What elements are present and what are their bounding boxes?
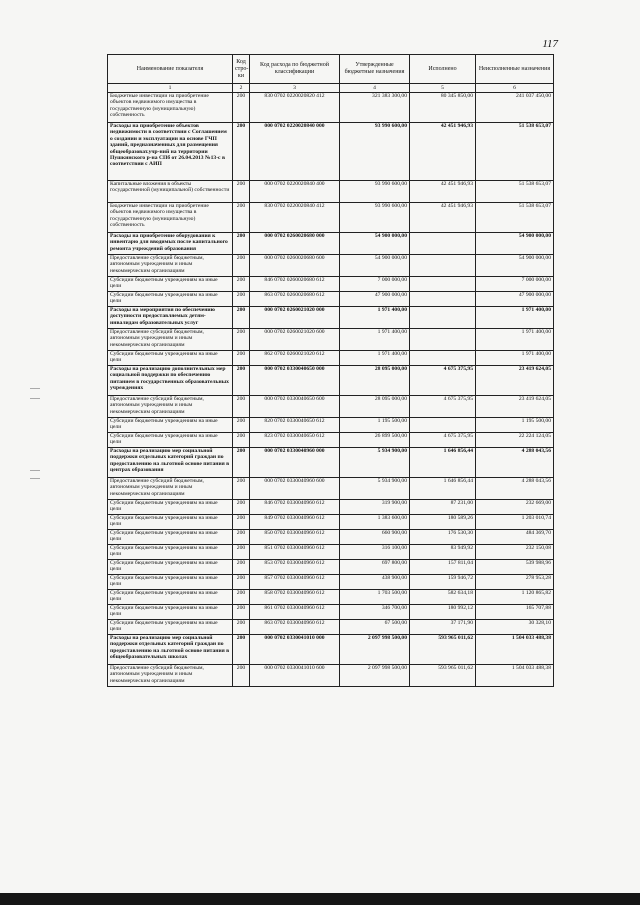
cell-line-code: 200 <box>233 530 250 545</box>
column-number: 2 <box>233 84 250 93</box>
cell-approved: 7 000 000,00 <box>340 277 410 292</box>
table-row <box>108 233 554 255</box>
margin-mark <box>30 388 40 389</box>
table-row <box>108 620 554 635</box>
cell-approved: 438 900,00 <box>340 575 410 590</box>
column-number: 5 <box>410 84 476 93</box>
header-line-code: Код стро-ки <box>233 55 250 84</box>
column-number: 4 <box>340 84 410 93</box>
table-header-row <box>108 55 554 84</box>
cell-executed: 180 589,26 <box>410 515 476 530</box>
table-row <box>108 366 554 396</box>
cell-name: Субсидии бюджетным учреждениям на иные цели <box>108 545 233 560</box>
cell-line-code: 200 <box>233 560 250 575</box>
cell-unexecuted: 232 669,00 <box>476 500 554 515</box>
cell-name: Расходы на реализацию дополнительных мер социальной поддержки по обеспечению питанием в государственных образовательных учреждениях <box>108 366 233 396</box>
cell-line-code: 200 <box>233 620 250 635</box>
cell-executed: 4 675 375,95 <box>410 433 476 448</box>
cell-name: Предоставление субсидий бюджетным, автономным учреждениям и иным некоммерческим организациям <box>108 396 233 418</box>
cell-executed: 42 451 946,93 <box>410 203 476 233</box>
cell-line-code: 200 <box>233 500 250 515</box>
cell-executed: 176 530,30 <box>410 530 476 545</box>
cell-line-code: 200 <box>233 181 250 203</box>
cell-line-code: 200 <box>233 93 250 123</box>
cell-approved: 697 800,00 <box>340 560 410 575</box>
table-row <box>108 530 554 545</box>
margin-mark <box>30 478 40 479</box>
cell-expense-code: 861 0702 0330040960 612 <box>250 605 340 620</box>
cell-expense-code: 863 0702 0330040960 612 <box>250 620 340 635</box>
header-expense-code: Код расхода по бюджетной классификации <box>250 55 340 84</box>
cell-approved: 2 097 998 500,00 <box>340 635 410 665</box>
page-number: 117 <box>542 38 558 50</box>
cell-approved: 5 934 900,00 <box>340 478 410 500</box>
table-row <box>108 590 554 605</box>
cell-name: Субсидии бюджетным учреждениям на иные цели <box>108 292 233 307</box>
cell-name: Субсидии бюджетным учреждениям на иные цели <box>108 515 233 530</box>
cell-executed: 37 171,90 <box>410 620 476 635</box>
cell-approved: 28 095 000,00 <box>340 396 410 418</box>
cell-unexecuted: 1 504 033 488,38 <box>476 635 554 665</box>
cell-line-code: 200 <box>233 515 250 530</box>
cell-unexecuted: 30 328,10 <box>476 620 554 635</box>
cell-name: Предоставление субсидий бюджетным, автономным учреждениям и иным некоммерческим организациям <box>108 329 233 351</box>
cell-name: Расходы на приобретение оборудования к инвентарю для вводимых после капитального ремонта учреждений образования <box>108 233 233 255</box>
cell-executed <box>410 307 476 329</box>
cell-name: Расходы на мероприятия по обеспечению доступности предоставляемых детям-инвалидам образовательных услуг <box>108 307 233 329</box>
cell-executed: 87 231,00 <box>410 500 476 515</box>
cell-line-code: 200 <box>233 590 250 605</box>
cell-line-code: 200 <box>233 665 250 687</box>
cell-unexecuted: 1 971 400,00 <box>476 351 554 366</box>
cell-name: Субсидии бюджетным учреждениям на иные цели <box>108 575 233 590</box>
cell-unexecuted: 54 900 000,00 <box>476 233 554 255</box>
cell-unexecuted: 23 419 624,05 <box>476 396 554 418</box>
cell-executed: 4 675 375,95 <box>410 366 476 396</box>
table-row <box>108 500 554 515</box>
cell-executed: 593 965 011,62 <box>410 665 476 687</box>
table-row <box>108 351 554 366</box>
cell-unexecuted: 165 707,88 <box>476 605 554 620</box>
cell-expense-code: 000 0702 0330041010 600 <box>250 665 340 687</box>
cell-unexecuted: 1 504 033 488,38 <box>476 665 554 687</box>
cell-unexecuted: 278 953,28 <box>476 575 554 590</box>
cell-line-code: 200 <box>233 292 250 307</box>
table-row <box>108 292 554 307</box>
cell-expense-code: 000 0702 0220020840 000 <box>250 123 340 181</box>
table-row <box>108 123 554 181</box>
budget-execution-table <box>107 54 554 687</box>
cell-expense-code: 863 0702 0260020680 612 <box>250 292 340 307</box>
cell-approved: 2 097 998 500,00 <box>340 665 410 687</box>
cell-executed: 593 965 011,62 <box>410 635 476 665</box>
cell-executed: 83 949,92 <box>410 545 476 560</box>
cell-executed: 1 646 856,44 <box>410 448 476 478</box>
cell-name: Субсидии бюджетным учреждениям на иные цели <box>108 500 233 515</box>
cell-name: Капитальные вложения в объекты государственной (муниципальной) собственности <box>108 181 233 203</box>
cell-executed <box>410 292 476 307</box>
cell-unexecuted: 1 971 400,00 <box>476 307 554 329</box>
cell-line-code: 200 <box>233 605 250 620</box>
cell-unexecuted: 1 203 010,74 <box>476 515 554 530</box>
cell-approved: 1 971 400,00 <box>340 307 410 329</box>
cell-unexecuted: 241 037 450,00 <box>476 93 554 123</box>
cell-unexecuted: 47 900 000,00 <box>476 292 554 307</box>
cell-unexecuted: 7 000 000,00 <box>476 277 554 292</box>
cell-executed: 80 345 850,00 <box>410 93 476 123</box>
cell-name: Субсидии бюджетным учреждениям на иные цели <box>108 560 233 575</box>
table-row <box>108 478 554 500</box>
table-row <box>108 203 554 233</box>
cell-approved: 93 990 600,00 <box>340 203 410 233</box>
cell-approved: 321 383 300,00 <box>340 93 410 123</box>
cell-approved: 93 990 600,00 <box>340 123 410 181</box>
cell-line-code: 200 <box>233 123 250 181</box>
cell-name: Субсидии бюджетным учреждениям на иные цели <box>108 351 233 366</box>
margin-mark <box>30 398 40 399</box>
cell-approved: 346 700,00 <box>340 605 410 620</box>
cell-executed <box>410 418 476 433</box>
table-row <box>108 605 554 620</box>
cell-expense-code: 000 0702 0260020680 000 <box>250 233 340 255</box>
cell-executed: 582 634,18 <box>410 590 476 605</box>
cell-expense-code: 000 0702 0330040960 600 <box>250 478 340 500</box>
cell-expense-code: 846 0702 0260020680 612 <box>250 277 340 292</box>
cell-executed: 42 451 946,93 <box>410 123 476 181</box>
cell-name: Субсидии бюджетным учреждениям на иные цели <box>108 277 233 292</box>
cell-executed: 4 675 375,95 <box>410 396 476 418</box>
cell-approved: 1 383 600,00 <box>340 515 410 530</box>
table-row <box>108 560 554 575</box>
cell-expense-code: 000 0702 0260021020 000 <box>250 307 340 329</box>
cell-approved: 28 095 000,00 <box>340 366 410 396</box>
cell-expense-code: 862 0702 0260021020 612 <box>250 351 340 366</box>
cell-approved: 47 900 000,00 <box>340 292 410 307</box>
cell-name: Субсидии бюджетным учреждениям на иные цели <box>108 590 233 605</box>
cell-unexecuted: 1 120 865,82 <box>476 590 554 605</box>
table-row <box>108 396 554 418</box>
cell-expense-code: 000 0702 0260020680 600 <box>250 255 340 277</box>
cell-expense-code: 823 0702 0330040650 612 <box>250 433 340 448</box>
cell-executed: 157 811,04 <box>410 560 476 575</box>
cell-expense-code: 000 0702 0330040650 000 <box>250 366 340 396</box>
cell-executed: 180 992,12 <box>410 605 476 620</box>
cell-approved: 316 100,00 <box>340 545 410 560</box>
cell-approved: 54 900 000,00 <box>340 255 410 277</box>
cell-executed <box>410 277 476 292</box>
cell-expense-code: 000 0702 0220020840 400 <box>250 181 340 203</box>
cell-unexecuted: 54 900 000,00 <box>476 255 554 277</box>
table-row <box>108 307 554 329</box>
cell-expense-code: 820 0702 0330040650 612 <box>250 418 340 433</box>
cell-name: Субсидии бюджетным учреждениям на иные цели <box>108 530 233 545</box>
cell-approved: 660 900,00 <box>340 530 410 545</box>
column-number: 1 <box>108 84 233 93</box>
cell-approved: 1 195 500,00 <box>340 418 410 433</box>
cell-line-code: 200 <box>233 203 250 233</box>
table-row <box>108 575 554 590</box>
table-body <box>108 93 554 687</box>
cell-line-code: 200 <box>233 418 250 433</box>
header-unexecuted: Неисполненные назначения <box>476 55 554 84</box>
cell-executed: 1 646 856,44 <box>410 478 476 500</box>
scan-bottom-edge <box>0 893 640 905</box>
cell-expense-code: 849 0702 0330040960 612 <box>250 515 340 530</box>
cell-line-code: 200 <box>233 366 250 396</box>
cell-name: Предоставление субсидий бюджетным, автономным учреждениям и иным некоммерческим организациям <box>108 478 233 500</box>
cell-expense-code: 851 0702 0330040960 612 <box>250 545 340 560</box>
cell-expense-code: 853 0702 0330040960 612 <box>250 560 340 575</box>
column-number-row <box>108 84 554 93</box>
header-executed: Исполнено <box>410 55 476 84</box>
cell-unexecuted: 51 538 653,07 <box>476 123 554 181</box>
cell-name: Бюджетные инвестиции на приобретение объектов недвижимого имущества в государственную (муниципальную) собственность <box>108 203 233 233</box>
cell-line-code: 200 <box>233 545 250 560</box>
cell-name: Субсидии бюджетным учреждениям на иные цели <box>108 418 233 433</box>
cell-line-code: 200 <box>233 478 250 500</box>
cell-approved: 1 703 500,00 <box>340 590 410 605</box>
table-row <box>108 515 554 530</box>
cell-line-code: 200 <box>233 396 250 418</box>
table-row <box>108 433 554 448</box>
cell-executed <box>410 351 476 366</box>
cell-expense-code: 000 0702 0260021020 600 <box>250 329 340 351</box>
cell-executed <box>410 329 476 351</box>
cell-expense-code: 000 0702 0330041010 000 <box>250 635 340 665</box>
cell-approved: 5 934 900,00 <box>340 448 410 478</box>
cell-unexecuted: 1 971 400,00 <box>476 329 554 351</box>
cell-line-code: 200 <box>233 351 250 366</box>
cell-line-code: 200 <box>233 277 250 292</box>
table-row <box>108 277 554 292</box>
cell-line-code: 200 <box>233 433 250 448</box>
table-row <box>108 418 554 433</box>
header-approved: Утвержденные бюджетные назначения <box>340 55 410 84</box>
cell-unexecuted: 22 224 124,05 <box>476 433 554 448</box>
cell-expense-code: 857 0702 0330040960 612 <box>250 575 340 590</box>
cell-unexecuted: 4 288 043,56 <box>476 478 554 500</box>
cell-expense-code: 000 0702 0330040960 000 <box>250 448 340 478</box>
cell-name: Предоставление субсидий бюджетным, автономным учреждениям и иным некоммерческим организациям <box>108 255 233 277</box>
cell-unexecuted: 51 538 653,07 <box>476 203 554 233</box>
cell-unexecuted: 232 150,08 <box>476 545 554 560</box>
cell-approved: 67 500,00 <box>340 620 410 635</box>
cell-approved: 26 899 500,00 <box>340 433 410 448</box>
cell-expense-code: 830 0702 0220020840 412 <box>250 203 340 233</box>
cell-line-code: 200 <box>233 329 250 351</box>
cell-unexecuted: 539 988,96 <box>476 560 554 575</box>
cell-unexecuted: 1 195 500,00 <box>476 418 554 433</box>
margin-mark <box>30 470 40 471</box>
table-row <box>108 255 554 277</box>
budget-table-container <box>107 54 553 687</box>
column-number: 3 <box>250 84 340 93</box>
cell-name: Субсидии бюджетным учреждениям на иные цели <box>108 620 233 635</box>
cell-unexecuted: 51 538 653,07 <box>476 181 554 203</box>
cell-name: Субсидии бюджетным учреждениям на иные цели <box>108 433 233 448</box>
cell-unexecuted: 484 369,70 <box>476 530 554 545</box>
cell-line-code: 200 <box>233 233 250 255</box>
cell-name: Субсидии бюджетным учреждениям на иные цели <box>108 605 233 620</box>
cell-line-code: 200 <box>233 307 250 329</box>
cell-name: Расходы на реализацию мер социальной поддержки отдельных категорий граждан по предоставлению на льготной основе питания в общеобразовательных школах <box>108 635 233 665</box>
cell-approved: 54 900 000,00 <box>340 233 410 255</box>
cell-approved: 319 900,00 <box>340 500 410 515</box>
cell-expense-code: 858 0702 0330040960 612 <box>250 590 340 605</box>
cell-expense-code: 000 0702 0330040650 600 <box>250 396 340 418</box>
table-row <box>108 635 554 665</box>
cell-name: Расходы на реализацию мер социальной поддержки отдельных категорий граждан по предоставлению на льготной основе питания в центрах образования <box>108 448 233 478</box>
column-number: 6 <box>476 84 554 93</box>
table-row <box>108 545 554 560</box>
header-name: Наименование показателя <box>108 55 233 84</box>
cell-line-code: 200 <box>233 575 250 590</box>
cell-approved: 93 990 600,00 <box>340 181 410 203</box>
cell-name: Расходы на приобретение объектов недвижимости в соответствии с Соглашением о создании и эксплуатации на основе ГЧП зданий, предназначенных для размещения общеобразоват.учр-ний на территории Пушкинского р-на СПб от 26.04.2013 №13-с в соответствии с АИП <box>108 123 233 181</box>
cell-expense-code: 846 0702 0330040960 612 <box>250 500 340 515</box>
table-row <box>108 93 554 123</box>
cell-line-code: 200 <box>233 635 250 665</box>
cell-line-code: 200 <box>233 448 250 478</box>
cell-executed <box>410 233 476 255</box>
cell-executed: 42 451 946,93 <box>410 181 476 203</box>
cell-executed <box>410 255 476 277</box>
cell-unexecuted: 23 419 624,05 <box>476 366 554 396</box>
table-row <box>108 329 554 351</box>
cell-unexecuted: 4 288 043,56 <box>476 448 554 478</box>
table-row <box>108 181 554 203</box>
cell-line-code: 200 <box>233 255 250 277</box>
table-row <box>108 665 554 687</box>
cell-approved: 1 971 400,00 <box>340 329 410 351</box>
cell-executed: 159 946,72 <box>410 575 476 590</box>
cell-name: Предоставление субсидий бюджетным, автономным учреждениям и иным некоммерческим организациям <box>108 665 233 687</box>
cell-expense-code: 830 0702 0220020820 412 <box>250 93 340 123</box>
cell-name: Бюджетные инвестиции на приобретение объектов недвижимого имущества в государственную (муниципальную) собственность <box>108 93 233 123</box>
table-row <box>108 448 554 478</box>
cell-expense-code: 850 0702 0330040960 612 <box>250 530 340 545</box>
cell-approved: 1 971 400,00 <box>340 351 410 366</box>
